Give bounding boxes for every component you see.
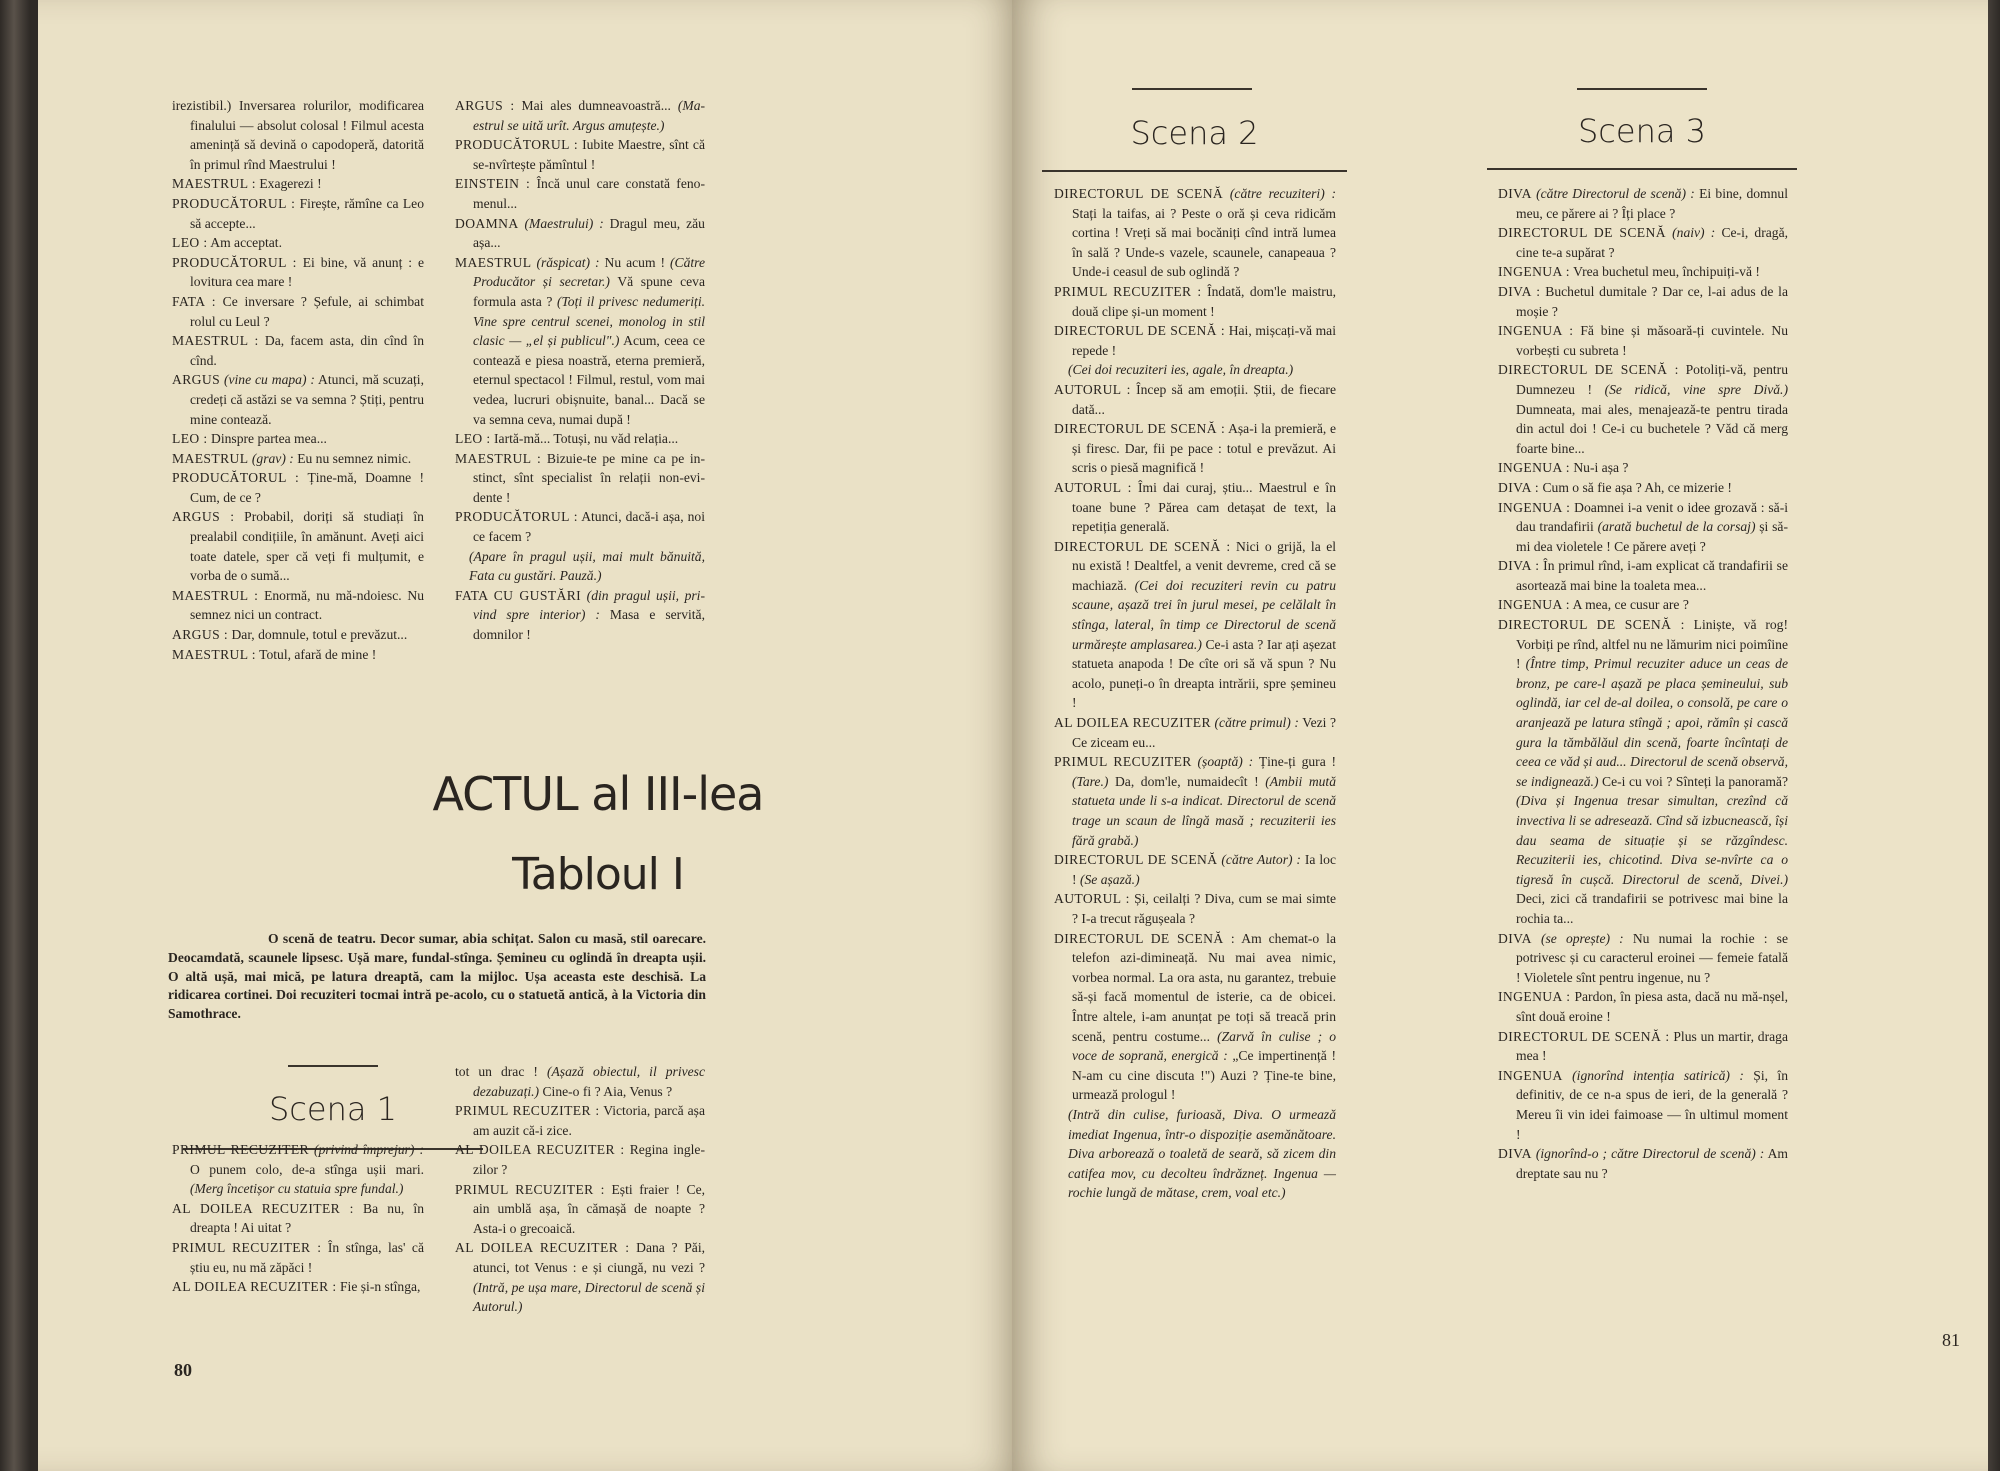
dialogue-text: Ce-i asta ? Iar ați așezat statueta anapoda ! De cîte ori să vă spun ? Nu acolo, puneți-o în dreapta intrării, spre șemineu !	[1072, 636, 1336, 711]
speaker-name: PRIMUL RECUZITER :	[455, 1103, 600, 1119]
text-column-2	[455, 96, 705, 645]
dialogue-text: Bizuie-te pe mine ca pe instinct, sînt specialist în relații non-evidente !	[473, 450, 706, 505]
speaker-name: AL DOILEA RECUZITER :	[455, 1240, 630, 1256]
dialogue-line	[1498, 262, 1788, 282]
speaker-name: MAESTRUL :	[172, 333, 259, 349]
dialogue-text: Iartă-mă... Totuși, nu văd relația...	[494, 431, 679, 447]
dialogue-line	[1498, 321, 1788, 360]
speaker-name: INGENUA :	[1498, 264, 1570, 280]
dialogue-line	[1054, 282, 1336, 321]
speaker-name: PRIMUL RECUZITER :	[172, 1239, 322, 1255]
dialogue-line	[455, 507, 705, 546]
dialogue-line	[172, 586, 424, 625]
dialogue-text: Buchetul dumitale ? Dar ce, l-ai adus de la moșie ?	[1516, 283, 1788, 319]
dialogue-text: Nu numai la rochie : se potrivesc și cu caracterul eroinei — femeie fatală ! Violetele sînt pentru ingenue, nu ?	[1516, 930, 1788, 985]
page-number-right: 81	[1942, 1330, 1960, 1350]
stage-directions-intro: O scenă de teatru. Decor sumar, abia schițat. Salon cu masă, stil oarecare. Deocamdată, scaunele lipsesc. Ușă mare, fundal-stînga. Șemineu cu oglindă în dreapta ușii. O altă ușă, mai mică, pe latura dreaptă, cam la mijloc. Ușa aceasta este deschisă. La ridicarea cortinei. Doi recuziteri tocmai intră pe-acolo, cu o statuetă antică, à la Victoria din Samothrace.	[168, 931, 706, 1022]
speaker-name: PRIMUL RECUZITER :	[1054, 283, 1202, 299]
speaker-name: EINSTEIN :	[455, 176, 531, 192]
speaker-name: DIRECTORUL DE SCENĂ	[1054, 852, 1218, 868]
dialogue-text: Ține-mă, Doamne ! Cum, de ce ?	[190, 470, 424, 505]
speaker-name: INGENUA :	[1498, 460, 1570, 476]
stage-direction: (către primul) :	[1214, 715, 1299, 731]
dialogue-text: „Ce impertinență ! N-am cu cine discuta !")	[1072, 1048, 1336, 1083]
dialogue-line	[1054, 850, 1336, 889]
dialogue-text: Probabil, doriți să studiați în prealabil condițiile, în amănunt. Aveți aici toate datele, sper că veți fi mulțumit, e vorba de o sumă...	[190, 509, 424, 584]
dialogue-text: Plus un martir, draga mea !	[1516, 1028, 1788, 1064]
stage-direction: (Se așază.)	[1079, 871, 1140, 887]
dialogue-text: Dragul meu, zău așa...	[473, 215, 705, 251]
dialogue-line	[172, 253, 424, 292]
dialogue-text: Încă unul care constată fenomenul...	[473, 176, 705, 211]
dialogue-line	[1498, 478, 1788, 498]
dialogue-line	[1054, 380, 1336, 419]
dialogue-line	[172, 233, 424, 253]
speaker-name: LEO :	[172, 235, 208, 251]
speaker-name: AUTORUL :	[1054, 479, 1132, 495]
left-page	[38, 0, 1018, 1471]
speaker-name: ARGUS :	[172, 627, 229, 643]
dialogue-text: Iubite Maestre, sînt că se-nvîrtește pămîntul !	[473, 137, 705, 172]
speaker-name: FATA :	[172, 293, 216, 309]
dialogue-text: Am chemat-o la telefon azi-dimineață. Nu mai avea nimic, vorbea normal. La ora asta, nu garantez, trebuie să-și facă momentul de isterie, ca de obicei. Între altele, i-am anunțat pe toți să treacă prin scenă, pentru costume...	[1072, 930, 1336, 1044]
speaker-name: INGENUA :	[1498, 499, 1571, 515]
speaker-name: PRODUCĂTORUL :	[172, 470, 300, 486]
dialogue-text: Atunci, mă scuzați, credeți că astăzi se va semna ? Știți, pentru mine contează.	[190, 372, 424, 427]
dialogue-text: În primul rînd, i-am explicat că trandafirii se asortează mai bine la toaleta mea...	[1516, 558, 1788, 593]
dialogue-text: tot un drac !	[455, 1064, 538, 1079]
stage-direction: (șoaptă) :	[1197, 754, 1254, 770]
dialogue-text: Am acceptat.	[210, 235, 282, 251]
speaker-name: DIVA	[1498, 1146, 1532, 1162]
scene2-rule-top	[1132, 88, 1252, 90]
dialogue-text: Îndată, dom'le maistru, două clipe și-un moment !	[1072, 283, 1337, 319]
dialogue-line	[1498, 1144, 1788, 1183]
stage-direction: (Între timp, Primul recuziter aduce un ceas de bronz, pe care-l așază pe placa șemineului, sub oglindă, iar cel de-al doilea, o consolă, pe care o aranjează pe latura stîngă ; apoi, rămîn și cască gura la tămbălăul din scenă, foarte încîntați de ceea ce văd și aud... Directorul de scenă observă, se indignează.)	[1516, 656, 1788, 789]
speaker-name: INGENUA :	[1498, 597, 1570, 613]
dialogue-line	[455, 96, 705, 135]
dialogue-text: Dar, domnule, totul e prevăzut...	[231, 627, 408, 643]
dialogue-text: Nu-i așa ?	[1573, 460, 1629, 476]
stage-direction: (grav) :	[251, 450, 294, 466]
dialogue-text: A mea, ce cusur are ?	[1572, 597, 1689, 613]
dialogue-line	[1498, 615, 1788, 929]
page-number-left: 80	[174, 1360, 192, 1380]
speaker-name: AUTORUL :	[1054, 891, 1130, 907]
speaker-name: DIVA :	[1498, 558, 1540, 574]
dialogue-text: Vezi ? Ce ziceam eu...	[1072, 715, 1337, 750]
dialogue-text: Exagerezi !	[259, 176, 322, 192]
dialogue-line	[455, 1180, 705, 1239]
scene3-rule-bottom	[1487, 168, 1797, 170]
dialogue-text: Dana ? Păi, atunci, tot Venus : e și ciungă, nu vezi ?	[473, 1240, 705, 1275]
dialogue-line	[1498, 929, 1788, 988]
dialogue-text: Masa e servită, domnilor !	[473, 607, 705, 643]
dialogue-line	[172, 96, 424, 174]
speaker-name: MAESTRUL	[172, 450, 249, 466]
speaker-name: MAESTRUL :	[172, 176, 256, 192]
dialogue-line	[1498, 223, 1788, 262]
dialogue-line	[172, 292, 424, 331]
dialogue-text: Dinspre partea mea...	[211, 431, 327, 447]
stage-direction: (privind împrejur) :	[314, 1142, 424, 1157]
dialogue-line	[455, 547, 705, 586]
speaker-name: ARGUS :	[172, 509, 235, 525]
dialogue-line	[172, 370, 424, 429]
dialogue-line	[172, 1238, 424, 1277]
dialogue-line	[1054, 184, 1336, 282]
speaker-name: PRODUCĂTORUL :	[455, 509, 578, 525]
dialogue-line	[172, 194, 424, 233]
dialogue-line	[172, 1199, 424, 1238]
dialogue-text: Nici o grijă, la el nu există ! Dealtfel, a venit devreme, cred că se machiază.	[1072, 538, 1336, 593]
dialogue-text: Așa-i la premieră, e și firesc. Dar, fii pe pace : totul e prevăzut. Ai scris o piesă magnifică !	[1072, 421, 1336, 476]
dialogue-text: Pardon, în piesa asta, dacă nu mă-nșel, sînt două eroine !	[1516, 989, 1788, 1024]
stage-direction: (Se ridică, vine spre Divă.)	[1604, 381, 1788, 397]
dialogue-line	[455, 214, 705, 253]
dialogue-line	[172, 468, 424, 507]
stage-direction: (Cei doi recuziteri revin cu patru scaune, așază trei în jurul mesei, pe celălalt în stînga, lateral, în timp ce Directorul de scenă urmărește amplasarea.)	[1072, 577, 1336, 652]
speaker-name: ARGUS	[172, 372, 221, 388]
scene2-rule-bottom	[1042, 170, 1347, 172]
stage-direction: (Către Producător și secretar.)	[473, 254, 705, 290]
dialogue-line	[1498, 360, 1788, 458]
dialogue-line	[1498, 595, 1788, 615]
dialogue-text: Vrea buchetul meu, închipuiți-vă !	[1573, 264, 1760, 280]
speaker-name: AL DOILEA RECUZITER	[1054, 715, 1211, 731]
speaker-name: INGENUA :	[1498, 989, 1571, 1005]
dialogue-text: Ce inversare ? Șefule, ai schimbat rolul cu Leul ?	[190, 293, 424, 329]
speaker-name: DIRECTORUL DE SCENĂ :	[1498, 617, 1685, 633]
dialogue-text: Ba nu, în dreapta ! Ai uitat ?	[190, 1200, 424, 1236]
dialogue-text: Hai, mișcați-vă mai repede !	[1072, 323, 1336, 358]
dialogue-text: Ia loc !	[1072, 852, 1336, 887]
speaker-name: DIRECTORUL DE SCENĂ :	[1054, 930, 1236, 946]
dialogue-line	[1054, 929, 1336, 1105]
speaker-name: FATA CU GUSTĂRI	[455, 587, 582, 603]
speaker-name: AL DOILEA RECUZITER :	[172, 1279, 337, 1295]
dialogue-line	[455, 1238, 705, 1316]
dialogue-line	[455, 253, 705, 429]
dialogue-line	[455, 1062, 705, 1101]
text-column-4	[455, 1062, 705, 1317]
dialogue-text: Am dreptate sau nu ?	[1516, 1146, 1788, 1181]
stage-direction: (Apare în pragul ușii, mai mult bănuită, Fata cu gustări. Pauză.)	[469, 548, 705, 584]
speaker-name: INGENUA :	[1498, 323, 1574, 339]
speaker-name: PRIMUL RECUZITER :	[455, 1181, 605, 1197]
dialogue-text: Potoliți-vă, pentru Dumnezeu !	[1516, 362, 1788, 397]
speaker-name: ARGUS :	[455, 98, 515, 113]
dialogue-line	[455, 174, 705, 213]
dialogue-line	[1054, 419, 1336, 478]
dialogue-text: Atunci, dacă-i așa, noi ce facem ?	[473, 509, 705, 545]
dialogue-line	[1054, 889, 1336, 928]
dialogue-line	[1054, 752, 1336, 850]
dialogue-text: Ce-i, dragă, cine te-a supărat ?	[1516, 225, 1789, 260]
dialogue-line	[172, 645, 424, 665]
dialogue-line	[172, 331, 424, 370]
speaker-name: DIRECTORUL DE SCENĂ :	[1054, 323, 1226, 339]
dialogue-text: irezistibil.) Inversarea rolurilor, modificarea finalului — absolut colosal ! Filmul acesta amenință să devină o capodoperă, datorită în primul rînd Maestrului !	[172, 98, 424, 172]
dialogue-text: Dumneata, mai ales, menajează-te pentru tirada din actul doi ! Ce-i cu buchetele ? Văd că merg foarte bine...	[1516, 401, 1788, 456]
dialogue-text: Acum, ceea ce contează e piesa noastră, eterna premieră, eternul spectacol ! Filmul, restul, vom mai vedea, lucruri obișnuite, banal... Dacă se va semna ceva, numai după !	[473, 333, 705, 427]
speaker-name: DIVA :	[1498, 479, 1540, 495]
stage-direction: (Cei doi recuziteri ies, agale, în dreapta.)	[1068, 362, 1294, 378]
dialogue-line	[1054, 537, 1336, 713]
stage-direction: (Așază obiectul, il privesc dezabuzați.)	[473, 1064, 706, 1099]
dialogue-text: Fă bine și măsoară-ți cuvintele. Nu vorbești cu subreta !	[1516, 323, 1788, 358]
dialogue-line	[1498, 556, 1788, 595]
dialogue-line	[1498, 1027, 1788, 1066]
speaker-name: DIRECTORUL DE SCENĂ	[1054, 186, 1224, 201]
speaker-name: AL DOILEA RECUZITER :	[172, 1200, 354, 1216]
stage-direction: (către recuziteri) :	[1229, 186, 1337, 201]
speaker-name: DIRECTORUL DE SCENĂ :	[1498, 362, 1679, 378]
text-column-1	[172, 96, 424, 664]
dialogue-line	[1498, 184, 1788, 223]
dialogue-text: Ține-ți gura !	[1258, 754, 1336, 770]
speaker-name: AUTORUL :	[1054, 381, 1131, 397]
stage-direction: (răspicat) :	[536, 254, 600, 270]
dialogue-text: Mai ales dumneavoastră...	[521, 98, 671, 113]
dialogue-line	[172, 174, 424, 194]
speaker-name: PRIMUL RECUZITER	[1054, 754, 1192, 770]
stage-direction: (Tare.)	[1072, 773, 1109, 789]
speaker-name: MAESTRUL :	[455, 450, 542, 466]
stage-direction: (Toți il privesc nedumeriți. Vine spre centrul scenei, monolog in stil clasic — „el și publicul".)	[473, 293, 706, 349]
dialogue-text: Ei bine, domnul meu, ce părere ai ? Îți place ?	[1516, 186, 1788, 221]
dialogue-line	[1054, 1105, 1336, 1203]
dialogue-line	[455, 1101, 705, 1140]
speaker-name: LEO :	[172, 431, 208, 447]
stage-direction: (Intră din culise, furioasă, Diva. O urmează imediat Ingenua, într-o dispoziție asemănătoare. Diva arborează o toaletă de seară, să zicem din catifea mov, cu decolteu îndrăzneț. Ingenua — rochie lungă de mătase, crem, voal etc.)	[1068, 1106, 1336, 1201]
stage-direction: (Merg încetișor cu statuia spre fundal.)	[190, 1181, 404, 1197]
speaker-name: DIRECTORUL DE SCENĂ :	[1054, 538, 1231, 554]
dialogue-line	[172, 449, 424, 469]
speaker-name: LEO :	[455, 431, 491, 447]
speaker-name: INGENUA	[1498, 1067, 1563, 1083]
speaker-name: DIRECTORUL DE SCENĂ	[1498, 225, 1666, 241]
dialogue-line	[1498, 987, 1788, 1026]
scene3-title: Scena 3	[1577, 112, 1706, 150]
stage-direction: (Maestrul se uită urît. Argus amuțește.)	[473, 98, 706, 133]
scene2-title: Scena 2	[1130, 114, 1259, 152]
stage-direction: (Zarvă în culise ; o voce de soprană, energică :	[1072, 1028, 1337, 1064]
dialogue-text: Eu nu semnez nimic.	[297, 450, 412, 466]
dialogue-line	[172, 625, 424, 645]
scene1-title: Scena 1	[268, 1090, 397, 1128]
stage-direction: (naiv) :	[1672, 225, 1716, 241]
dialogue-text: Nu acum !	[604, 254, 666, 270]
dialogue-text: Ești fraier ! Ce, ain umblă așa, în cămașă de noapte ? Asta-i o grecoaică.	[473, 1181, 705, 1236]
stage-direction: (Maestrului) :	[524, 215, 604, 231]
dialogue-line	[455, 1140, 705, 1179]
act-title: ACTUL al III-lea	[432, 767, 764, 821]
dialogue-text: În stînga, las' că știu eu, nu mă zăpăci !	[190, 1239, 424, 1275]
dialogue-text: Da, dom'le, numaidecît !	[1114, 773, 1259, 789]
right-page	[1012, 0, 1988, 1471]
dialogue-text: Regina inglezilor ?	[473, 1142, 705, 1177]
stage-direction: (vine cu mapa) :	[223, 372, 315, 388]
speaker-name: PRIMUL RECUZITER	[172, 1142, 310, 1157]
dialogue-text: Victoria, parcă așa am auzit că-i zice.	[473, 1103, 706, 1138]
speaker-name: PRODUCĂTORUL :	[455, 137, 578, 153]
dialogue-text: Totul, afară de mine !	[259, 646, 377, 662]
dialogue-line	[172, 1277, 424, 1297]
dialogue-text: Enormă, nu mă-ndoiesc. Nu semnez nici un contract.	[190, 587, 425, 623]
stage-direction: (către Directorul de scenă) :	[1536, 186, 1695, 201]
speaker-name: MAESTRUL	[455, 254, 532, 270]
text-column-6	[1498, 184, 1788, 1183]
dialogue-line	[172, 1140, 424, 1199]
scene3-rule-top	[1577, 88, 1707, 90]
dialogue-text: Deci, zici că trandafirii se potrivesc mai bine la rochia ta...	[1516, 891, 1788, 926]
dialogue-text: Vă spune ceva formula asta ?	[473, 274, 706, 309]
dialogue-text: Și, în definitiv, de ce n-a spus de ieri, de la generală ? Mereu îi vin idei faimoase — în ultimul moment !	[1516, 1067, 1788, 1142]
stage-direction: (din pragul ușii, privind spre interior) :	[473, 587, 705, 623]
dialogue-text: Liniște, vă rog! Vorbiți pe rînd, altfel nu ne lămurim nici poimîine !	[1516, 617, 1788, 672]
dialogue-line	[455, 429, 705, 449]
stage-direction: (ignorînd-o ; către Directorul de scenă) :	[1535, 1146, 1765, 1162]
dialogue-line	[455, 449, 705, 508]
dialogue-text: Cine-o fi ? Aia, Venus ?	[542, 1083, 673, 1099]
dialogue-text: Firește, rămîne ca Leo să accepte...	[190, 195, 424, 231]
dialogue-text: Stați la taifas, ai ? Peste o oră și ceva ridicăm cortina ! Vreți să mai bocăniți cînd intră lumea în sală ? Unde-s vazele, scaunele, canapeaua ? Unde-i ceasul de sub oglindă ?	[1072, 205, 1336, 280]
dialogue-text: Cum o să fie așa ? Ah, ce mizerie !	[1542, 479, 1732, 495]
dialogue-text: Da, facem asta, din cînd în cînd.	[190, 333, 425, 368]
dialogue-text: Încep să am emoții. Știi, de fiecare dată...	[1072, 381, 1336, 417]
speaker-name: DIVA :	[1498, 283, 1541, 299]
stage-direction: (Diva și Ingenua tresar simultan, crezînd că invectiva li se adresează. Cînd să izbucnească, își dau seama de situație și se răzgîndesc. Recuziterii ies, chicotind. Diva se-nvîrte ca o tigresă în cușcă. Directorul de scenă, Divei.)	[1516, 793, 1788, 887]
stage-direction: (Ambii mută statueta unde li s-a indicat. Directorul de scenă trage un scaun de lîngă masă ; recuziterii ies fără grabă.)	[1072, 773, 1337, 848]
scene1-rule	[288, 1065, 378, 1067]
speaker-name: MAESTRUL :	[172, 587, 259, 603]
speaker-name: DIVA	[1498, 930, 1532, 946]
dialogue-text: Auzi ? Ține-te bine, urmează prologul !	[1072, 1067, 1336, 1103]
stage-direction: (ignorînd intenția satirică) :	[1572, 1067, 1744, 1083]
dialogue-text: Fie și-n stînga,	[340, 1279, 421, 1295]
dialogue-line	[1498, 282, 1788, 321]
dialogue-text: Ei bine, vă anunț : e lovitura cea mare !	[190, 254, 425, 290]
dialogue-line	[455, 135, 705, 174]
dialogue-line	[1498, 458, 1788, 478]
stage-direction: (se oprește) :	[1540, 930, 1624, 946]
dialogue-line	[172, 507, 424, 585]
dialogue-text: și să-mi dea violetele ! Ce părere aveți ?	[1516, 519, 1788, 554]
speaker-name: AL DOILEA RECUZITER :	[455, 1142, 625, 1158]
stage-direction: (arată buchetul de la corsaj)	[1597, 519, 1756, 535]
dialogue-line	[1498, 498, 1788, 557]
dialogue-line	[455, 586, 705, 645]
speaker-name: MAESTRUL :	[172, 646, 256, 662]
dialogue-text: Și, ceilalți ? Diva, cum se mai simte ? I-a trecut răgușeala ?	[1072, 891, 1337, 926]
text-column-3	[172, 1140, 424, 1297]
dialogue-line	[1054, 360, 1336, 380]
speaker-name: PRODUCĂTORUL :	[172, 254, 297, 270]
dialogue-text: Îmi dai curaj, știu... Maestrul e în toane bune ? Părea cam detașat de text, la repetiția generală.	[1072, 479, 1336, 535]
stage-direction: (către Autor) :	[1221, 852, 1301, 868]
stage-direction: (Intră, pe ușa mare, Directorul de scenă și Autorul.)	[473, 1279, 705, 1315]
dialogue-text: Doamnei i-a venit o idee grozavă : să-i dau trandafirii	[1516, 499, 1788, 535]
dialogue-line	[1054, 478, 1336, 537]
text-column-5	[1054, 184, 1336, 1203]
speaker-name: PRODUCĂTORUL :	[172, 195, 296, 211]
dialogue-line	[1498, 1066, 1788, 1144]
dialogue-text: Ce-i cu voi ? Sînteți la panoramă?	[1602, 773, 1788, 789]
speaker-name: DIRECTORUL DE SCENĂ :	[1054, 421, 1226, 437]
dialogue-text: O punem colo, de-a stînga ușii mari.	[190, 1161, 424, 1177]
dialogue-line	[1054, 321, 1336, 360]
speaker-name: DIVA	[1498, 186, 1532, 201]
dialogue-line	[172, 429, 424, 449]
speaker-name: DOAMNA	[455, 215, 519, 231]
speaker-name: DIRECTORUL DE SCENĂ :	[1498, 1028, 1670, 1044]
tablou-title: Tabloul I	[512, 849, 684, 900]
dialogue-line	[1054, 713, 1336, 752]
